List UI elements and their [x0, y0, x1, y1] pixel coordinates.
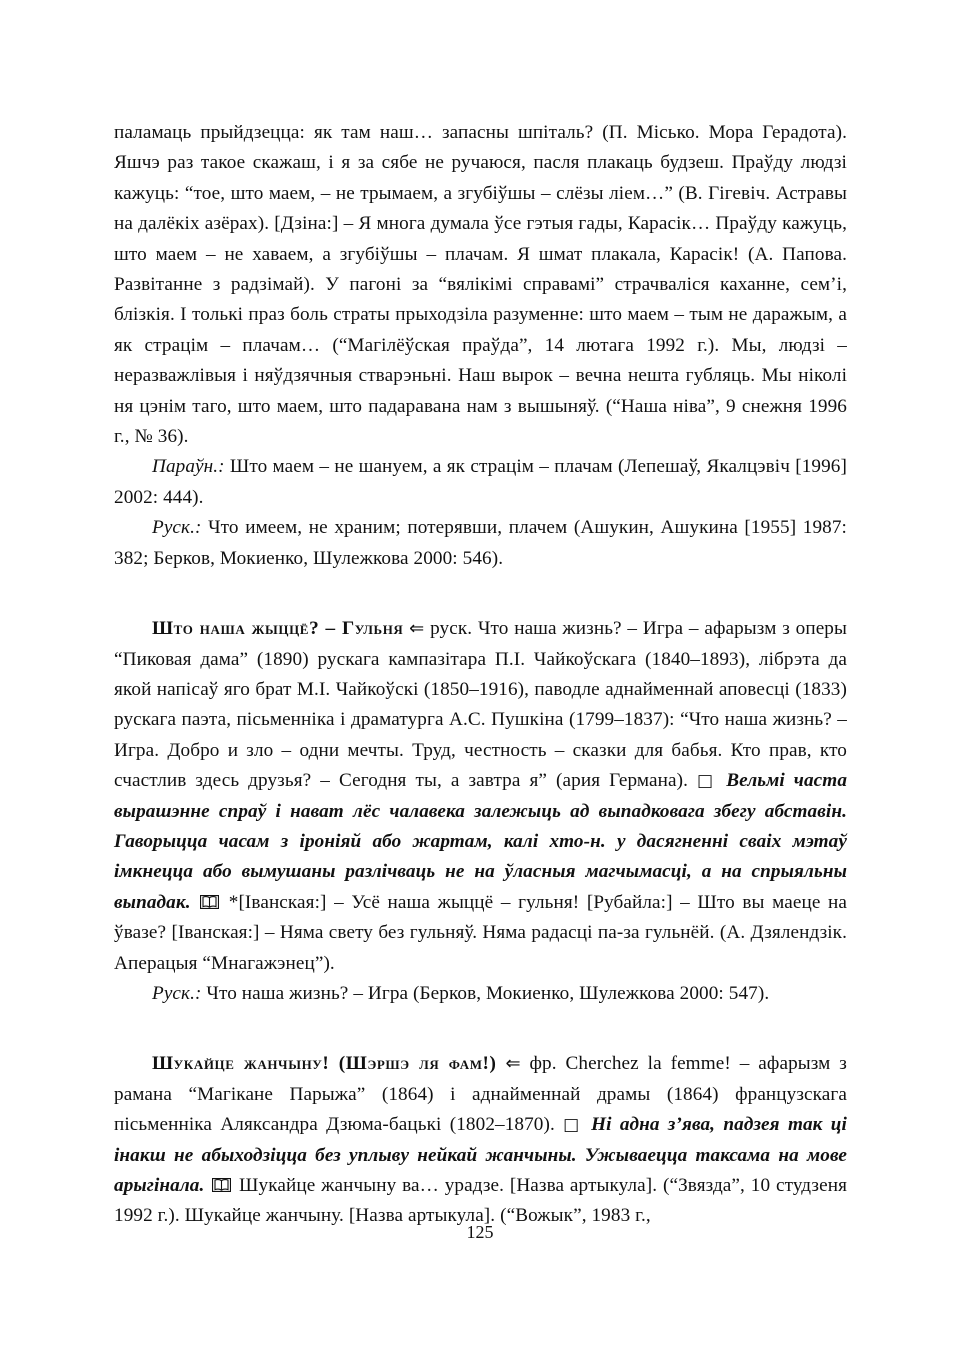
paragraph-rusk-1 [114, 513, 847, 574]
entry-citation: *[Іванская:] – Усё наша жыццё – гульня! [Рубайла:] – Што вы маеце на ўвазе? [Іванская:] – Няма свету без гульняў. Няма радасці па-за гульнёй. (А. Дзялендзік. Аперацыя “Мнагажэнец”). [114, 891, 847, 974]
label-rusk: Руск.: [152, 982, 202, 1004]
rusk-text: Что имеем, не храним; потерявши, плачем (Ашукин, Ашукина [1955] 1987: 382; Берков, Мокиенко, Шулежкова 2000: 546). [114, 517, 847, 569]
paraun-text: Што маем – не шануем, а як страцім – плачам (Лепешаў, Якалцэвіч [1996] 2002: 444). [114, 456, 847, 508]
rusk-text: Что наша жизнь? – Игра (Берков, Мокиенко, Шулежкова 2000: 547). [201, 982, 770, 1004]
paragraph-rusk-2 [114, 979, 847, 1009]
entry-citation: Шукайце жанчыну ва… урадзе. [Назва артыкула]. (“Звязда”, 10 студзеня 1992 г.). Шукайце жанчыну. [Назва артыкула]. (“Вожык”, 1983 г., [114, 1175, 847, 1227]
text-column [114, 118, 847, 1232]
entry-spacer [114, 1009, 847, 1049]
entry-shto-nasha-zhyccio [114, 614, 847, 979]
open-square-icon: □ [696, 771, 718, 792]
headword-shto-nasha-zhyccio: Што наша жыццё? – Гульня [152, 618, 404, 640]
left-double-arrow-icon: ⇐ [409, 618, 425, 640]
entry-etymology-text: руск. Что наша жизнь? – Игра – афарызм з оперы “Пиковая дама” (1890) рускага кампазітара П.І. Чайкоўскага (1840–1893), лібрэта да якой напісаў яго брат М.І. Чайкоўскі (1850–1916), паводле аднайменнай аповесці (1833) рускага паэта, пісьменніка і драматурга А.С. Пушкіна (1799–1837): “Что наша жизнь? – Игра. Добро и зло – одни мечты. Труд, честность – сказки для бабья. Кто прав, кто счастлив здесь друзья? – Сегодня ты, а завтра я” (ария Германа). [114, 618, 847, 792]
label-rusk: Руск.: [152, 517, 202, 539]
open-square-icon: □ [563, 1115, 583, 1136]
entry-spacer [114, 574, 847, 614]
entry-shukayce-zhanchynu [114, 1049, 847, 1231]
paragraph-paraun [114, 452, 847, 513]
label-paraun: Параўн.: [152, 456, 225, 478]
entry-etymology-text: фр. Cherchez la femme! – афарызм з рамана “Магікане Парыжа” (1864) і аднайменнай драмы (1864) французскага пісьменніка Аляксандра Дзюма-бацькі (1802–1870). [114, 1053, 847, 1136]
paragraph-continued-body [114, 118, 847, 452]
paragraph-text: паламаць прыйдзецца: як там наш… запасны шпіталь? (П. Місько. Мора Герадота). Яшчэ раз такое скажаш, і я за сябе не ручаюся, пасля плакаць будзеш. Праўду людзі кажуць: “тое, што маем, – не трымаем, а згубіўшы – слёзы ліем…” (В. Гігевіч. Астравы на далёкіх азёрах). [Дзіна:] – Я многа думала ўсе гэтыя гады, Карасік… Праўду кажуць, што маем – не хаваем, а згубіўшы – плачам. Я шмат плакала, Карасік! (А. Папова. Развітанне з радзімай). У пагоні за “вялікімі справамі” страчваліся каханне, сем’і, блізкія. І толькі праз боль страты прыходзіла разуменне: што маем – тым не даражым, а як страцім – плачам… (“Магілёўская праўда”, 14 лютага 1992 г.). Мы, людзі – неразважлівыя і няўдзячныя стварэньні. Наш вырок – вечна нешта губляць. Мы ніколі ня цэнім таго, што маем, што падаравана нам з вышыняў. (“Наша ніва”, 9 снежня 1996 г., № 36). [114, 122, 847, 448]
entry-definition: Вельмі часта вырашэнне спраў і нават лёс чалавека залежыць ад выпадковага збегу абставін. Гаворыцца часам з іроніяй або жартам, калі хто-н. у дасягненні сваіх мэтаў імкнецца або вымушаны разлічваць не на ўласныя магчымасці, а на спрыяльны выпадак. [114, 770, 848, 913]
entry-definition: Ні адна з’ява, падзея так ці інакш не абыходзіцца без уплыву нейкай жанчыны. Ужываецца таксама на мове арыгінала. [114, 1114, 847, 1196]
left-double-arrow-icon: ⇐ [505, 1053, 521, 1075]
open-book-icon [212, 1178, 231, 1192]
page-number: 125 [466, 1222, 494, 1242]
open-book-icon [200, 895, 219, 909]
headword-shukayce-zhanchynu: Шукайце жанчыну! (Шэршэ ля фам!) [152, 1053, 497, 1075]
